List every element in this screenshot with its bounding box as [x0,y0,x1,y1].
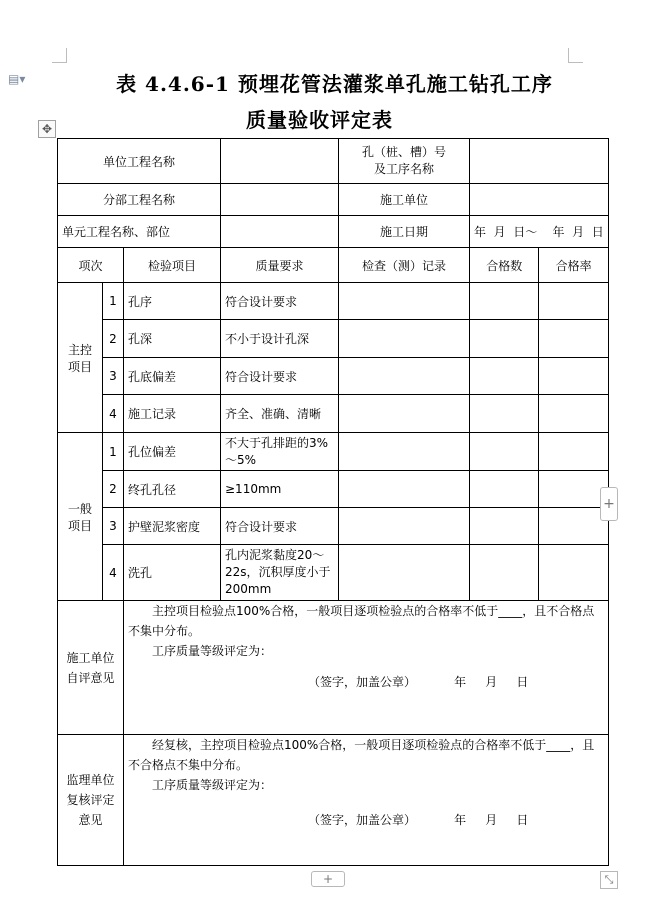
hole-label-line1: 孔（桩、槽）号 [361,145,446,159]
main-item-req: 符合设计要求 [221,358,339,395]
col-header-check-item: 检验项目 [124,248,221,283]
self-eval-date: 年 月 日 [454,675,529,689]
general-item-pass-count[interactable] [470,433,539,471]
general-item-req: 不大于孔排距的3%～5% [221,433,339,471]
main-item-req: 符合设计要求 [221,283,339,320]
add-column-plus-icon[interactable]: + [600,487,618,521]
sub-project-value[interactable] [221,184,339,216]
main-item-pass-count[interactable] [470,320,539,358]
main-item-name: 孔底偏差 [124,358,221,395]
hole-value[interactable] [470,139,609,184]
general-item-name: 护壁泥浆密度 [124,508,221,545]
construction-date-value: 年 月 日～ 年 月 日 [470,216,609,248]
general-item-req: ≥110mm [221,471,339,508]
general-item-record[interactable] [339,545,470,601]
main-item-no: 2 [103,320,124,358]
group-main-label: 主控项目 [58,283,103,433]
page-subtitle: 质量验收评定表 [246,108,393,132]
document-icon[interactable]: ▤▾ [8,72,26,86]
col-header-pass-rate: 合格率 [539,248,608,283]
general-item-no: 2 [103,471,124,508]
main-item-name: 施工记录 [124,395,221,433]
evaluation-table [57,138,609,866]
element-project-label: 单元工程名称、部位 [58,216,221,248]
main-item-record[interactable] [339,320,470,358]
main-item-no: 1 [103,283,124,320]
supervisor-eval-date: 年 月 日 [454,813,529,827]
main-item-pass-rate[interactable] [539,358,608,395]
supervisor-eval-sign: （签字，加盖公章） [308,813,417,827]
unit-project-label: 单位工程名称 [58,139,221,184]
general-item-no: 4 [103,545,124,601]
construction-unit-value[interactable] [470,184,609,216]
sub-project-label: 分部工程名称 [58,184,221,216]
self-eval-grade: 工序质量等级评定为： [152,644,273,658]
main-item-record[interactable] [339,358,470,395]
general-item-req: 孔内泥浆黏度20～22s，沉积厚度小于200mm [221,545,339,601]
general-item-record[interactable] [339,433,470,471]
supervisor-eval-text: 经复核，主控项目检验点100%合格，一般项目逐项检验点的合格率不低于____，且不合格点不集中分布。 [128,738,595,772]
general-item-name: 洗孔 [124,545,221,601]
general-item-pass-rate[interactable] [539,508,608,545]
main-item-pass-count[interactable] [470,358,539,395]
self-eval-text: 主控项目检验点100%合格，一般项目逐项检验点的合格率不低于____，且不合格点不集中分布。 [128,604,595,638]
group-general-label: 一般项目 [58,433,103,601]
page-title: 表 4.4.6-1 预埋花管法灌浆单孔施工钻孔工序 [116,72,553,96]
general-item-no: 1 [103,433,124,471]
main-item-name: 孔序 [124,283,221,320]
general-item-name: 终孔孔径 [124,471,221,508]
self-eval-label: 施工单位自评意见 [58,601,124,735]
main-item-pass-rate[interactable] [539,283,608,320]
main-item-record[interactable] [339,395,470,433]
general-item-pass-rate[interactable] [539,471,608,508]
construction-date-label: 施工日期 [339,216,470,248]
hole-label [339,139,470,184]
main-item-pass-count[interactable] [470,395,539,433]
main-item-pass-rate[interactable] [539,395,608,433]
supervisor-eval-sign-row [128,811,604,828]
page-corner-mark-top-left [52,48,67,63]
add-row-plus-icon[interactable]: + [311,871,345,887]
main-item-pass-count[interactable] [470,283,539,320]
col-header-pass-count: 合格数 [470,248,539,283]
main-item-name: 孔深 [124,320,221,358]
supervisor-eval-label: 监理单位复核评定意见 [58,735,124,866]
page-corner-mark-top-right [568,48,583,63]
general-item-record[interactable] [339,471,470,508]
general-item-pass-count[interactable] [470,471,539,508]
main-item-pass-rate[interactable] [539,320,608,358]
general-item-name: 孔位偏差 [124,433,221,471]
col-header-item-no: 项次 [58,248,124,283]
main-item-req: 不小于设计孔深 [221,320,339,358]
hole-label-line2: 及工序名称 [373,162,434,176]
general-item-pass-rate[interactable] [539,545,608,601]
construction-unit-label: 施工单位 [339,184,470,216]
supervisor-eval-grade: 工序质量等级评定为： [152,778,273,792]
self-eval-sign-row [128,673,604,690]
general-item-pass-count[interactable] [470,508,539,545]
unit-project-value[interactable] [221,139,339,184]
general-item-record[interactable] [339,508,470,545]
main-item-req: 齐全、准确、清晰 [221,395,339,433]
supervisor-eval-block [124,735,609,866]
element-project-value[interactable] [221,216,339,248]
main-item-no: 4 [103,395,124,433]
col-header-record: 检查（测）记录 [339,248,470,283]
self-eval-sign: （签字，加盖公章） [308,675,417,689]
move-handle-icon[interactable]: ✥ [38,120,56,138]
general-item-req: 符合设计要求 [221,508,339,545]
general-item-pass-rate[interactable] [539,433,608,471]
self-eval-block [124,601,609,735]
general-item-no: 3 [103,508,124,545]
general-item-pass-count[interactable] [470,545,539,601]
col-header-quality-req: 质量要求 [221,248,339,283]
resize-icon[interactable]: ⤡ [600,871,618,889]
main-item-no: 3 [103,358,124,395]
main-item-record[interactable] [339,283,470,320]
